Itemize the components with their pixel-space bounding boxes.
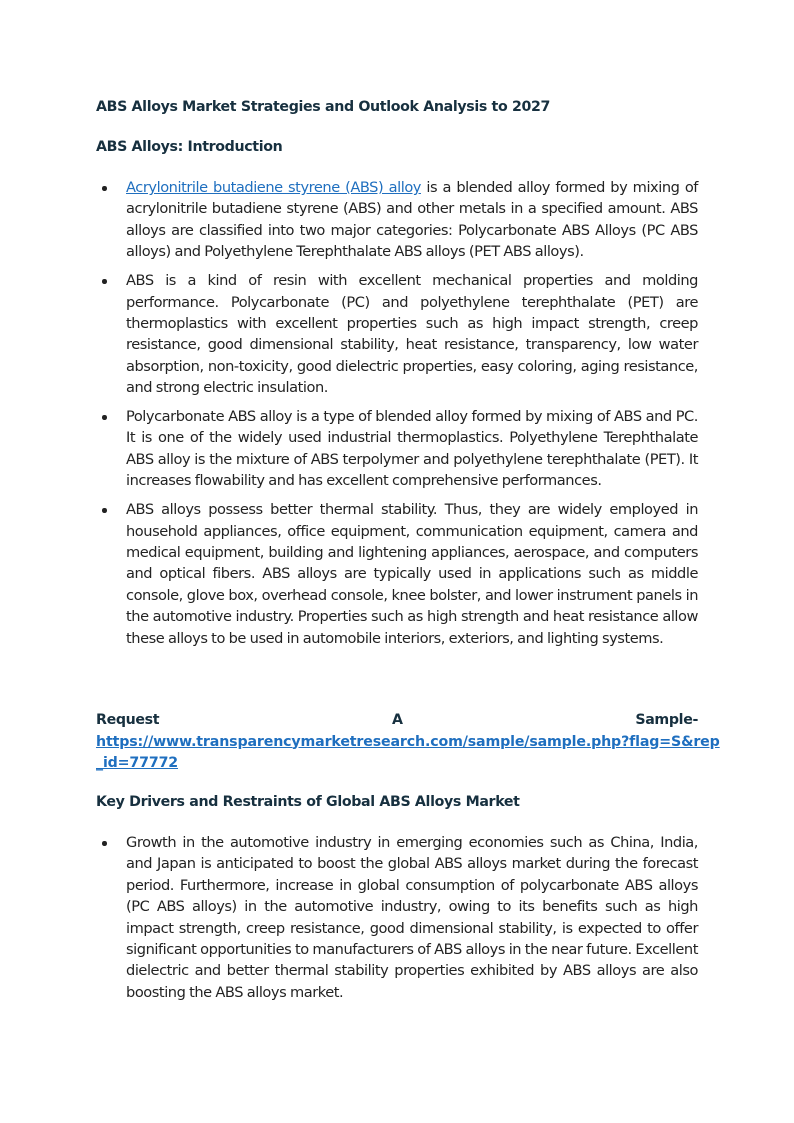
bullet-text: ABS alloys possess better thermal stability. Thus, they are widely employed in household appliances, office equipment, communication equipment, camera and medical equipment, building and lightening appliances, aerospace, and computers and optical fibers. ABS alloys are typically used in applications such as middle console, glove box, overhead console, knee bolster, and lower instrument panels in the automotive industry. Properties such as high strength and heat resistance allow these alloys to be used in automobile interiors, exteriors, and lighting systems. xyxy=(126,501,698,647)
bullet-icon xyxy=(102,186,107,191)
request-sample-label xyxy=(96,710,698,732)
request-word: Request xyxy=(96,712,160,728)
intro-heading: ABS Alloys: Introduction xyxy=(96,139,283,155)
bullet-text: Polycarbonate ABS alloy is a type of blended alloy formed by mixing of ABS and PC. It is one of the widely used industrial thermoplastics. Polyethylene Terephthalate ABS alloy is the mixture of ABS terpolymer and polyethylene terephthalate (PET). It increases flowability and has excellent comprehensive performances. xyxy=(126,408,698,490)
abs-alloy-link[interactable]: Acrylonitrile butadiene styrene (ABS) alloy xyxy=(126,179,421,196)
bullet-icon xyxy=(102,415,107,420)
list-item xyxy=(96,406,698,492)
sample-url-link-line2[interactable]: _id=77772 xyxy=(96,755,179,771)
bullet-icon xyxy=(102,508,107,513)
intro-bullet-list xyxy=(96,177,698,657)
list-item xyxy=(96,177,698,263)
a-word: A xyxy=(391,712,403,728)
document-title: ABS Alloys Market Strategies and Outlook Analysis to 2027 xyxy=(96,99,551,115)
sample-word: Sample- xyxy=(635,712,698,728)
bullet-icon xyxy=(102,279,107,284)
request-sample-block xyxy=(96,710,720,775)
bullet-text: Growth in the automotive industry in emerging economies such as China, India, and Japan is anticipated to boost the global ABS alloys market during the forecast period. Furthermore, increase in global consumption of polycarbonate ABS alloys (PC ABS alloys) in the automotive industry, owing to its benefits such as high impact strength, creep resistance, good dimensional stability, is expected to offer significant opportunities to manufacturers of ABS alloys in the near future. Excellent dielectric and better thermal stability properties exhibited by ABS alloys are also boosting the ABS alloys market. xyxy=(126,834,698,1001)
bullet-text: ABS is a kind of resin with excellent mechanical properties and molding performance. Polycarbonate (PC) and polyethylene terephthalate (PET) are thermoplastics with excellent properties such as high impact strength, creep resistance, good dimensional stability, heat resistance, transparency, low water absorption, non-toxicity, good dielectric properties, easy coloring, aging resistance, and strong electric insulation. xyxy=(126,272,698,397)
sample-url-link-line1[interactable]: https://www.transparencymarketresearch.com/sample/sample.php?flag=S&rep xyxy=(96,733,720,750)
drivers-heading: Key Drivers and Restraints of Global ABS Alloys Market xyxy=(96,794,520,810)
list-item xyxy=(96,832,698,1003)
drivers-bullet-list xyxy=(96,832,698,1011)
bullet-icon xyxy=(102,841,107,846)
bullet-text: is a blended alloy formed by mixing of acrylonitrile butadiene styrene (ABS) and other metals in a specified amount. ABS alloys are classified into two major categories: Polycarbonate ABS Alloys (PC ABS alloys) and Polyethylene Terephthalate ABS alloys (PET ABS alloys). xyxy=(126,179,698,261)
list-item xyxy=(96,499,698,649)
list-item xyxy=(96,270,698,398)
